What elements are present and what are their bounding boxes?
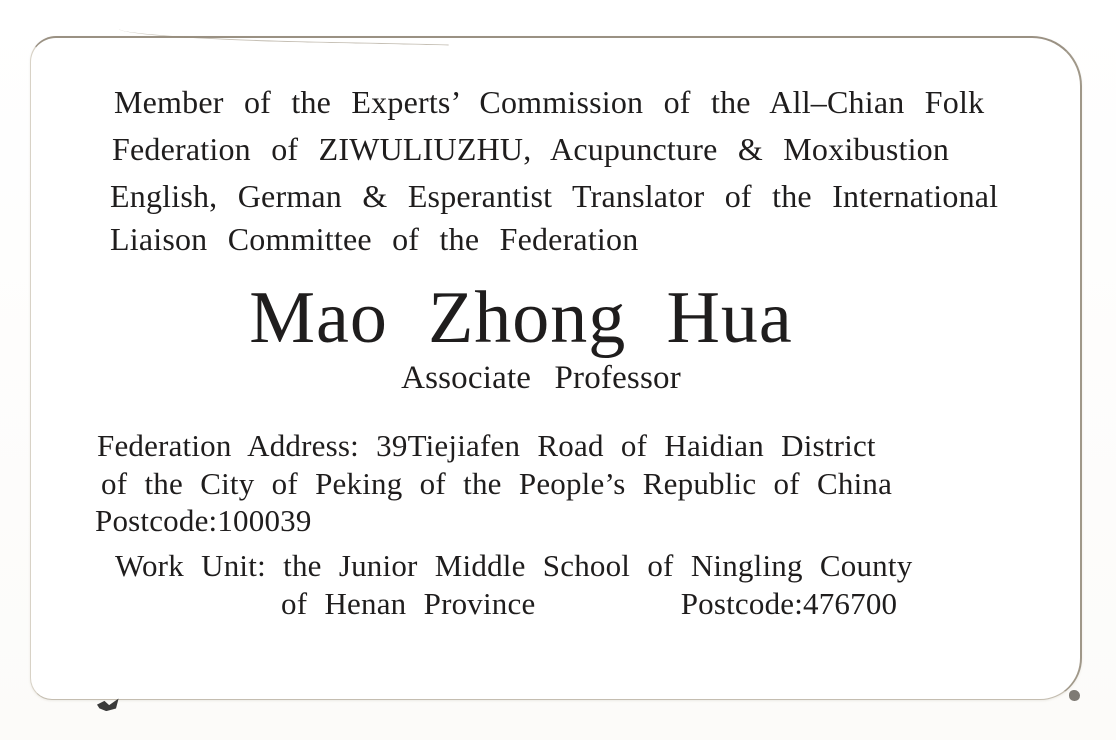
person-title: Associate Professor (401, 360, 681, 396)
corner-speck (1069, 690, 1080, 701)
person-name: Mao Zhong Hua (249, 277, 793, 359)
federation-address-line-1: Federation Address: 39Tiejiafen Road of Haidian District (97, 428, 876, 463)
work-unit-province: of Henan Province (281, 586, 536, 621)
work-unit-postcode: Postcode:476700 (680, 586, 898, 621)
work-unit-line-2 (281, 586, 897, 622)
role-line-1: English, German & Esperantist Translator of the International (110, 178, 999, 214)
card-crease-line (119, 23, 449, 46)
federation-address-line-2: of the City of Peking of the People’s Republic of China (101, 466, 893, 501)
business-card (30, 36, 1082, 700)
work-unit-line-1: Work Unit: the Junior Middle School of Ningling County (115, 548, 913, 583)
affiliation-line-2: Federation of ZIWULIUZHU, Acupuncture & Moxibustion (112, 131, 950, 167)
ink-smudge-mark (97, 697, 120, 712)
affiliation-line-1: Member of the Experts’ Commission of the All–Chian Folk (114, 84, 985, 120)
role-line-2: Liaison Committee of the Federation (110, 221, 639, 257)
federation-postcode: Postcode:100039 (95, 503, 312, 538)
